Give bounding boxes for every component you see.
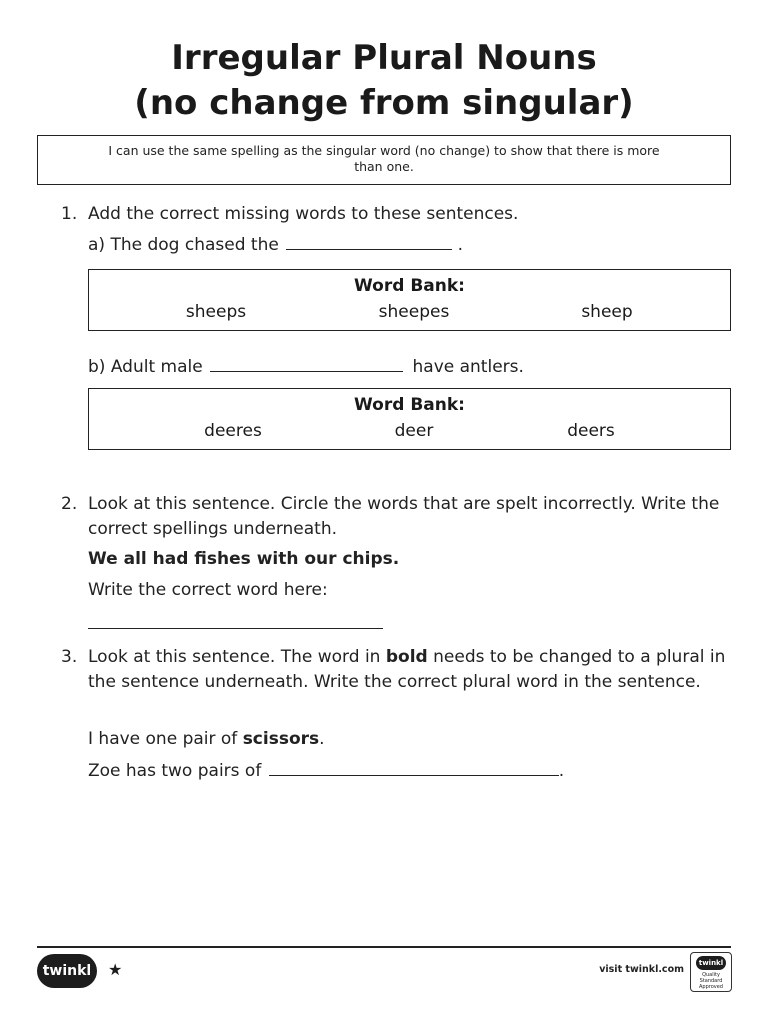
prompt-part-2: needs to be changed to a plural in the sentence underneath. Write the correct plural word in the sentence.: [88, 647, 726, 692]
answer-blank[interactable]: [210, 354, 403, 372]
prompt-bold-word: bold: [385, 647, 428, 667]
answer-line[interactable]: [88, 611, 383, 629]
question-text: Add the correct missing words to these sentences.: [88, 204, 519, 224]
badge-logo: twinkl: [696, 956, 726, 970]
question-number: 3.: [61, 647, 78, 667]
answer-blank[interactable]: [286, 232, 452, 250]
word-bank-heading: Word Bank:: [354, 276, 465, 296]
word-bank-b: [88, 388, 731, 450]
word-bank-option: sheepes: [378, 302, 450, 322]
title-line-2: (no change from singular): [134, 83, 634, 123]
title-line-1: Irregular Plural Nouns: [171, 38, 597, 78]
question-1b-sentence: [88, 354, 524, 379]
sentence-end: .: [457, 235, 464, 255]
prompt-part-1: Look at this sentence. The word in: [88, 647, 386, 667]
question-3-sentence-2: [88, 758, 564, 783]
question-text: Look at this sentence. Circle the words that are spelt incorrectly. Write the correct spellings underneath.: [88, 494, 720, 539]
question-3-sentence-1: [88, 727, 325, 751]
question-number: 1.: [61, 204, 78, 224]
learning-objective-box: [37, 135, 731, 185]
question-number: 2.: [61, 494, 78, 514]
learning-objective-text: I can use the same spelling as the singular word (no change) to show that there is more than one.: [108, 143, 660, 174]
word-bank-option: deeres: [204, 421, 262, 441]
sentence-end: .: [558, 761, 565, 781]
website-link[interactable]: visit twinkl.com: [599, 964, 684, 975]
star-icon: ★: [108, 960, 123, 979]
question-2-instruction: Write the correct word here:: [88, 580, 328, 600]
word-bank-option: sheeps: [185, 302, 247, 322]
footer-divider: [37, 946, 731, 948]
bold-word: scissors: [242, 729, 320, 749]
sentence-start: b) Adult male: [88, 357, 203, 377]
question-text: [88, 645, 728, 695]
answer-blank[interactable]: [269, 758, 559, 776]
word-bank-option: deer: [394, 421, 434, 441]
question-1a-sentence: [88, 232, 463, 257]
sentence-end: .: [319, 729, 325, 749]
question-2-sentence: We all had fishes with our chips.: [88, 549, 400, 569]
sentence-start: I have one pair of: [88, 729, 243, 749]
badge-text: Quality Standard Approved: [699, 972, 723, 990]
page-title: [0, 36, 768, 126]
word-bank-a: [88, 269, 731, 331]
word-bank-option: sheep: [581, 302, 633, 322]
twinkl-logo: twinkl: [37, 954, 97, 988]
sentence-start: a) The dog chased the: [88, 235, 279, 255]
sentence-start: Zoe has two pairs of: [88, 761, 262, 781]
word-bank-option: deers: [567, 421, 615, 441]
sentence-end: have antlers.: [412, 357, 524, 377]
word-bank-heading: Word Bank:: [354, 395, 465, 415]
quality-standard-badge: [690, 952, 732, 992]
